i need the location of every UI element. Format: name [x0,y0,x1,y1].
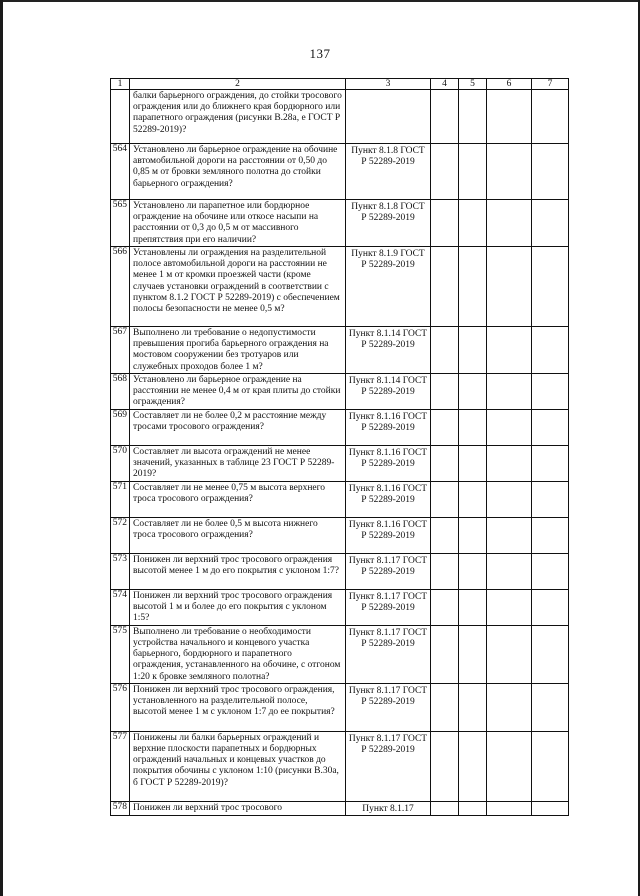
checklist-table [110,78,569,816]
answer-cell [431,327,459,374]
answer-cell [532,731,569,801]
row-number-cell: 573 [111,553,130,589]
table-row [111,589,569,625]
row-number-cell: 575 [111,625,130,683]
table-row [111,481,569,517]
question-cell: балки барьерного ограждения, до стойки тросового ограждения или до ближнего края бордюрного или парапетного ограждения (рисунки В.28а, е ГОСТ Р 52289-2019)? [130,90,346,144]
table-row [111,553,569,589]
reference-cell: Пункт 8.1.16 ГОСТ Р 52289-2019 [346,445,431,481]
table-row [111,445,569,481]
reference-cell: Пункт 8.1.17 ГОСТ Р 52289-2019 [346,625,431,683]
question-cell: Выполнено ли требование о необходимости устройства начального и концевого участка барьерного, бордюрного и парапетного ограждения, устанавленного на обочине, с отгоном 1:20 к бровке земляного полотна? [130,625,346,683]
answer-cell [532,90,569,144]
question-cell: Составляет ли не более 0,2 м расстояние между тросами тросового ограждения? [130,409,346,445]
header-cell: 7 [532,79,569,90]
answer-cell [532,481,569,517]
answer-cell [532,327,569,374]
answer-cell [487,445,532,481]
header-cell: 4 [431,79,459,90]
answer-cell [459,247,487,327]
answer-cell [487,731,532,801]
answer-cell [459,445,487,481]
answer-cell [532,683,569,731]
answer-cell [487,589,532,625]
row-number-cell: 569 [111,409,130,445]
row-number-cell: 568 [111,373,130,409]
question-cell: Понижен ли верхний трос тросового ограждения высотой 1 м и более до его покрытия с уклоном 1:5? [130,589,346,625]
question-cell: Выполнено ли требование о недопустимости превышения прогиба барьерного ограждения на мостовом сооружении без тротуаров или служебных проходов более 1 м? [130,327,346,374]
table-row [111,373,569,409]
answer-cell [431,409,459,445]
row-number-cell: 570 [111,445,130,481]
reference-cell: Пункт 8.1.8 ГОСТ Р 52289-2019 [346,144,431,200]
table-row [111,200,569,247]
answer-cell [431,731,459,801]
answer-cell [459,200,487,247]
answer-cell [459,481,487,517]
row-number-cell: 572 [111,517,130,553]
row-number-cell: 578 [111,801,130,815]
answer-cell [487,90,532,144]
answer-cell [532,445,569,481]
header-cell: 3 [346,79,431,90]
answer-cell [487,517,532,553]
answer-cell [487,144,532,200]
reference-cell: Пункт 8.1.17 ГОСТ Р 52289-2019 [346,589,431,625]
answer-cell [431,200,459,247]
question-cell: Составляет ли не более 0,5 м высота нижнего троса тросового ограждения? [130,517,346,553]
answer-cell [487,553,532,589]
answer-cell [431,445,459,481]
answer-cell [487,327,532,374]
answer-cell [487,200,532,247]
reference-cell: Пункт 8.1.16 ГОСТ Р 52289-2019 [346,481,431,517]
reference-cell: Пункт 8.1.17 ГОСТ Р 52289-2019 [346,731,431,801]
answer-cell [532,589,569,625]
answer-cell [459,373,487,409]
answer-cell [459,731,487,801]
question-cell: Понижены ли балки барьерных ограждений и верхние плоскости парапетных и бордюрных ограждений начальных и концевых участков до покрытия обочины с уклоном 1:10 (рисунки В.30а, б ГОСТ Р 52289-2019)? [130,731,346,801]
page-number: 137 [309,46,331,61]
answer-cell [532,409,569,445]
answer-cell [487,247,532,327]
answer-cell [487,481,532,517]
answer-cell [487,683,532,731]
header-cell: 6 [487,79,532,90]
row-number-cell: 576 [111,683,130,731]
question-cell: Понижен ли верхний трос тросового ограждения высотой менее 1 м до его покрытия с уклоном 1:7? [130,553,346,589]
table-row [111,144,569,200]
question-cell: Понижен ли верхний трос тросового [130,801,346,815]
answer-cell [459,409,487,445]
answer-cell [431,481,459,517]
answer-cell [431,517,459,553]
answer-cell [431,589,459,625]
answer-cell [532,144,569,200]
reference-cell: Пункт 8.1.8 ГОСТ Р 52289-2019 [346,200,431,247]
answer-cell [532,517,569,553]
answer-cell [532,200,569,247]
answer-cell [532,247,569,327]
question-cell: Установлены ли ограждения на разделительной полосе автомобильной дороги на расстоянии не менее 1 м от кромки проезжей части (кроме случаев установки ограждений в соответствии с пунктом 8.1.2 ГОСТ Р 52289-2019) с обеспечением полосы безопасности не менее 0,5 м? [130,247,346,327]
row-number-cell: 577 [111,731,130,801]
answer-cell [487,409,532,445]
answer-cell [459,683,487,731]
header-cell: 2 [130,79,346,90]
answer-cell [487,625,532,683]
header-cell: 1 [111,79,130,90]
reference-cell [346,90,431,144]
table-row [111,801,569,815]
answer-cell [459,801,487,815]
reference-cell: Пункт 8.1.17 ГОСТ Р 52289-2019 [346,683,431,731]
answer-cell [431,553,459,589]
row-number-cell: 566 [111,247,130,327]
answer-cell [431,373,459,409]
answer-cell [459,517,487,553]
table-row [111,731,569,801]
answer-cell [532,373,569,409]
answer-cell [459,327,487,374]
answer-cell [431,625,459,683]
row-number-cell [111,90,130,144]
table-row [111,247,569,327]
answer-cell [459,553,487,589]
reference-cell: Пункт 8.1.14 ГОСТ Р 52289-2019 [346,327,431,374]
table-row [111,409,569,445]
question-cell: Установлено ли парапетное или бордюрное ограждение на обочине или откосе насыпи на расстоянии от 0,3 до 0,5 м от массивного препятствия при его наличии? [130,200,346,247]
answer-cell [459,589,487,625]
table-row [111,683,569,731]
reference-cell: Пункт 8.1.17 [346,801,431,815]
reference-cell: Пункт 8.1.14 ГОСТ Р 52289-2019 [346,373,431,409]
row-number-cell: 567 [111,327,130,374]
answer-cell [431,144,459,200]
answer-cell [487,373,532,409]
reference-cell: Пункт 8.1.9 ГОСТ Р 52289-2019 [346,247,431,327]
answer-cell [487,801,532,815]
answer-cell [459,90,487,144]
row-number-cell: 564 [111,144,130,200]
answer-cell [431,683,459,731]
reference-cell: Пункт 8.1.16 ГОСТ Р 52289-2019 [346,409,431,445]
row-number-cell: 574 [111,589,130,625]
scan-edge-top [0,0,640,2]
question-cell: Понижен ли верхний трос тросового ограждения, установленного на разделительной полосе, высотой менее 1 м с уклоном 1:7 до ее покрытия? [130,683,346,731]
question-cell: Установлено ли барьерное ограждение на обочине автомобильной дороги на расстоянии от 0,50 до 0,85 м от бровки земляного полотна до стойки барьерного ограждения? [130,144,346,200]
answer-cell [459,144,487,200]
answer-cell [532,801,569,815]
question-cell: Установлено ли барьерное ограждение на расстоянии не менее 0,4 м от края плиты до стойки ограждения? [130,373,346,409]
question-cell: Составляет ли не менее 0,75 м высота верхнего троса тросового ограждения? [130,481,346,517]
table-header-row [111,79,569,90]
answer-cell [459,625,487,683]
reference-cell: Пункт 8.1.17 ГОСТ Р 52289-2019 [346,553,431,589]
table-row [111,327,569,374]
answer-cell [431,247,459,327]
answer-cell [431,801,459,815]
row-number-cell: 571 [111,481,130,517]
table-row [111,90,569,144]
answer-cell [532,553,569,589]
header-cell: 5 [459,79,487,90]
reference-cell: Пункт 8.1.16 ГОСТ Р 52289-2019 [346,517,431,553]
table-row [111,517,569,553]
table-row [111,625,569,683]
answer-cell [431,90,459,144]
answer-cell [532,625,569,683]
row-number-cell: 565 [111,200,130,247]
scan-edge-left [0,0,3,896]
question-cell: Составляет ли высота ограждений не менее значений, указанных в таблице 23 ГОСТ Р 52289-2019? [130,445,346,481]
